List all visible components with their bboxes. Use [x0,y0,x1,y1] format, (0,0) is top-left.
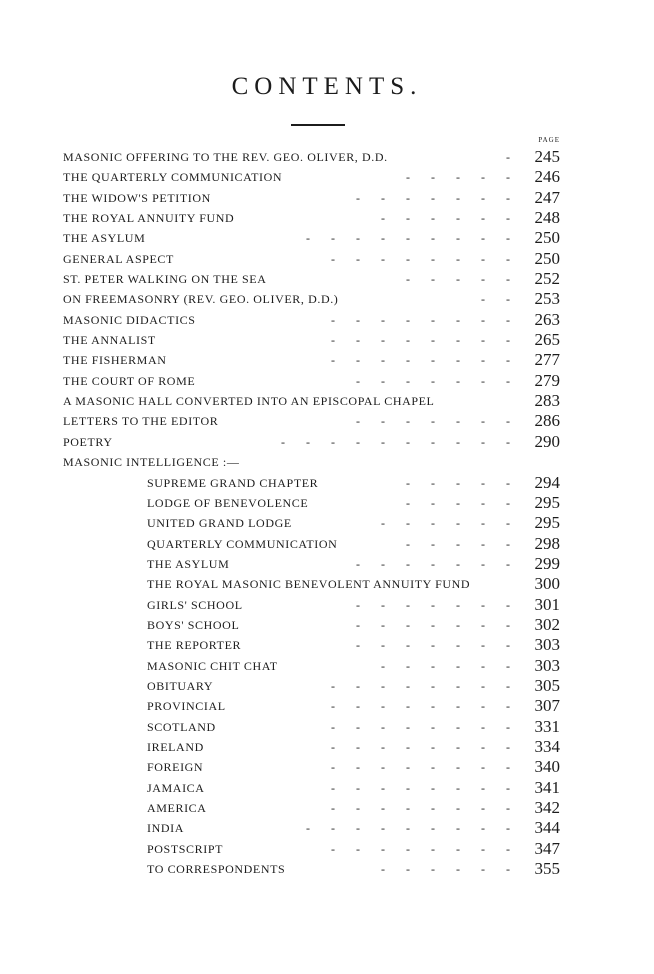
entry-title: INDIA [147,821,184,836]
entry-title: THE ANNALIST [63,333,156,348]
entry-leader-dashes: - - - - - - - [356,190,510,205]
entry-leader-dashes: - - - - - [406,272,510,287]
entry-page-number: 250 [534,248,560,268]
contents-subentry [0,798,654,818]
contents-entry [0,188,654,208]
contents-subentry [0,757,654,777]
entry-title: THE WIDOW'S PETITION [63,190,211,205]
entry-page-number: 347 [534,838,560,858]
entry-leader-dashes: - - - - - - - - [331,353,510,368]
entry-title: JAMAICA [147,780,205,795]
contents-entry [0,310,654,330]
entry-page-number: 295 [534,492,560,512]
entry-leader-dashes: - - - - - - - - [331,739,510,754]
entry-leader-dashes: - - - - - - - - [331,780,510,795]
contents-subentry [0,696,654,716]
entry-title: AMERICA [147,801,207,815]
contents-subentry [0,473,654,493]
entry-page-number: 250 [534,228,560,248]
contents-entry [0,208,654,228]
title-rule [291,124,345,126]
entry-leader-dashes: - - - - - - - - - - [281,434,510,449]
contents-subentry [0,656,654,676]
entry-title: MASONIC OFFERING TO THE REV. GEO. OLIVER, D.D. [63,150,388,164]
entry-title: A MASONIC HALL CONVERTED INTO AN EPISCOPAL CHAPEL [63,394,435,409]
contents-subentry [0,737,654,757]
entry-leader-dashes: - - - - - - [381,516,510,531]
entry-page-number: 286 [534,411,560,431]
entry-leader-dashes: - - - - - - - - [331,801,510,815]
entry-leader-dashes: - - [481,292,510,307]
entry-leader-dashes: - - - - - [406,495,510,510]
entry-page-number: 283 [534,391,560,411]
entry-title: LETTERS TO THE EDITOR [63,414,219,429]
contents-entry [0,269,654,289]
entry-page-number: 301 [534,594,560,614]
contents-entry [0,452,654,472]
entry-page-number: 279 [534,370,560,390]
contents-subentry [0,534,654,554]
contents-subentry [0,595,654,615]
entry-page-number: 302 [534,614,560,634]
entry-page-number: 344 [534,818,560,838]
entry-leader-dashes: - - - - - - - - [331,760,510,775]
entry-page-number: 265 [534,330,560,350]
entry-title: SCOTLAND [147,719,216,734]
contents-subentry [0,493,654,513]
entry-leader-dashes: - - - - - - - - [331,333,510,348]
entry-page-number: 305 [534,675,560,695]
entry-title: SUPREME GRAND CHAPTER [147,475,319,490]
entry-title: OBITUARY [147,678,214,693]
entry-title: GIRLS' SCHOOL [147,597,243,612]
entry-page-number: 340 [534,757,560,777]
entry-leader-dashes: - - - - - - - [356,414,510,429]
entry-title: THE ROYAL ANNUITY FUND [63,211,235,226]
entry-page-number: 294 [534,472,560,492]
entry-leader-dashes: - - - - - - - [356,556,510,571]
contents-subentry [0,513,654,533]
entry-title: ON FREEMASONRY (REV. GEO. OLIVER, D.D.) [63,292,339,307]
entry-page-number: 253 [534,289,560,309]
entry-title: PROVINCIAL [147,699,226,714]
entry-leader-dashes: - - - - - [406,475,510,490]
entry-page-number: 307 [534,696,560,716]
entry-page-number: 331 [534,716,560,736]
entry-title: MASONIC CHIT CHAT [147,658,278,673]
entry-title: UNITED GRAND LODGE [147,516,292,531]
entry-leader-dashes: - - - - - - - [356,638,510,653]
contents-subentry [0,574,654,594]
entry-title: GENERAL ASPECT [63,251,174,266]
contents-entry [0,432,654,452]
entry-page-number: 303 [534,635,560,655]
entry-leader-dashes: - - - - - - - - [331,251,510,266]
entry-page-number: 342 [534,798,560,817]
entry-leader-dashes: - - - - - - [381,658,510,673]
entry-title: MASONIC DIDACTICS [63,312,196,327]
entry-title: THE ASYLUM [147,556,230,571]
contents-list [0,147,654,879]
entry-title: TO CORRESPONDENTS [147,862,286,877]
contents-entry [0,350,654,370]
contents-subentry [0,778,654,798]
contents-entry [0,391,654,411]
contents-subentry [0,839,654,859]
entry-page-number: 298 [534,533,560,553]
contents-subentry [0,859,654,879]
page-title: CONTENTS. [231,73,423,100]
contents-entry [0,167,654,187]
entry-page-number: 303 [534,655,560,675]
entry-page-number: 263 [534,309,560,329]
contents-entry [0,330,654,350]
contents-subentry [0,615,654,635]
entry-title: THE FISHERMAN [63,353,167,368]
entry-leader-dashes: - - - - - - - [356,597,510,612]
contents-subentry [0,818,654,838]
entry-leader-dashes: - - - - - - [381,862,510,877]
entry-page-number: 246 [534,167,560,187]
entry-page-number: 277 [534,350,560,370]
entry-leader-dashes: - - - - - - - [356,373,510,388]
entry-page-number: 248 [534,208,560,228]
entry-leader-dashes: - - - - - - - - - [306,821,510,836]
entry-leader-dashes: - - - - - - - - [331,841,510,856]
contents-entry [0,411,654,431]
entry-page-number: 247 [534,187,560,207]
entry-leader-dashes: - - - - - - - - [331,678,510,693]
entry-leader-dashes: - - - - - - - - [331,719,510,734]
entry-title: THE COURT OF ROME [63,373,196,388]
entry-page-number: 295 [534,513,560,533]
entry-page-number: 355 [534,859,560,879]
entry-page-number: 290 [534,431,560,451]
entry-title: LODGE OF BENEVOLENCE [147,495,309,510]
entry-page-number: 334 [534,736,560,756]
contents-subentry [0,554,654,574]
entry-leader-dashes: - - - - - - [381,211,510,226]
page-column-header: PAGE [538,136,560,144]
entry-title: THE ROYAL MASONIC BENEVOLENT ANNUITY FUND [147,577,471,592]
entry-leader-dashes: - - - - - - - - [331,699,510,714]
entry-leader-dashes: - [506,150,510,164]
entry-leader-dashes: - - - - - - - [356,617,510,632]
entry-title: BOYS' SCHOOL [147,617,240,632]
contents-subentry [0,676,654,696]
entry-title: IRELAND [147,739,204,754]
entry-page-number: 300 [534,574,560,594]
contents-subentry [0,635,654,655]
entry-title: THE ASYLUM [63,231,146,246]
entry-page-number: 245 [534,147,560,166]
entry-title: POSTSCRIPT [147,841,224,856]
entry-page-number: 252 [534,269,560,289]
entry-title: POETRY [63,434,113,449]
entry-title: THE REPORTER [147,638,242,653]
contents-entry [0,249,654,269]
entry-title: MASONIC INTELLIGENCE :— [63,455,240,470]
contents-subentry [0,717,654,737]
entry-leader-dashes: - - - - - - - - [331,312,510,327]
entry-title: FOREIGN [147,760,204,775]
entry-title: THE QUARTERLY COMMUNICATION [63,170,283,185]
entry-page-number: 341 [534,777,560,797]
contents-entry [0,228,654,248]
entry-leader-dashes: - - - - - - - - - [306,231,510,246]
contents-entry [0,371,654,391]
entry-page-number: 299 [534,553,560,573]
contents-entry [0,289,654,309]
entry-leader-dashes: - - - - - [406,170,510,185]
entry-title: QUARTERLY COMMUNICATION [147,536,338,551]
entry-title: ST. PETER WALKING ON THE SEA [63,272,267,287]
entry-leader-dashes: - - - - - [406,536,510,551]
contents-entry [0,147,654,167]
